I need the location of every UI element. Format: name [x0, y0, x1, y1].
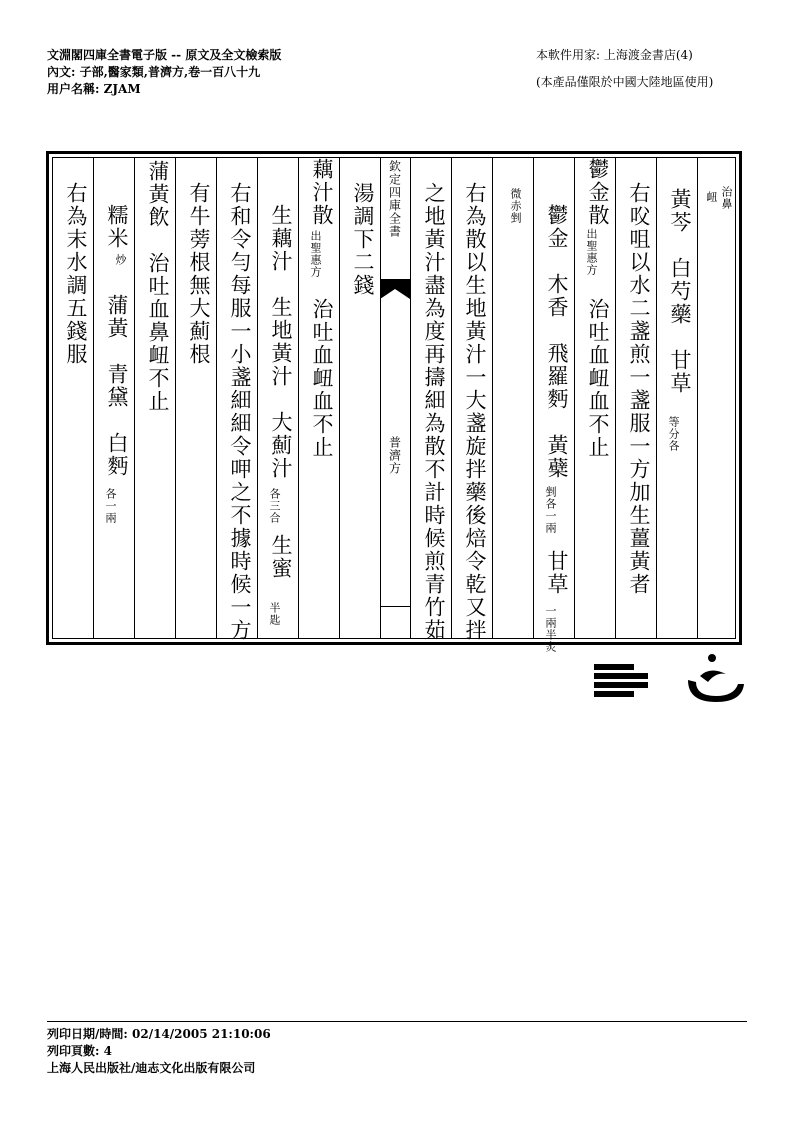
text-column — [411, 158, 451, 642]
column-text: 藕汁散 — [310, 158, 334, 227]
column-annotation: 炒 — [114, 254, 127, 266]
header-left — [47, 47, 281, 98]
header-region-note: (本產品僅限於中國大陸地區使用) — [536, 75, 714, 89]
column-text: 治吐血衄血不止 — [586, 298, 610, 459]
column-text: 有牛蒡根無大薊根 — [187, 182, 211, 366]
header-licensee: 本軟件用家: 上海渡金書店(4) — [536, 48, 693, 62]
center-rule — [380, 606, 410, 607]
text-column — [299, 158, 339, 638]
column-text: 右為散以生地黃汁一大盞旋拌藥後焙令乾又拌 — [463, 182, 487, 642]
column-annotation: 各一兩 — [104, 488, 117, 524]
print-datetime: 列印日期/時間: 02/14/2005 21:10:06 — [47, 1027, 271, 1041]
text-column — [616, 158, 656, 638]
column-text: 治鼻 — [720, 186, 733, 210]
header-username: 用户名稱: ZJAM — [47, 82, 141, 96]
text-column — [657, 158, 697, 638]
text-column — [452, 158, 492, 642]
header-content-path: 內文: 子部,醫家類,普濟方,卷一百八十九 — [47, 65, 261, 79]
column-text: 黃芩 白芍藥 甘草 — [668, 188, 692, 395]
center-margin-strip — [380, 158, 410, 638]
column-text: 治吐血衄血不止 — [310, 298, 334, 459]
column-text: 之地黃汁盡為度再擣細為散不計時候煎青竹茹 — [422, 182, 446, 642]
header-title: 文淵閣四庫全書電子版 -- 原文及全文檢索版 — [47, 48, 282, 62]
column-annotation: 微赤剉 — [509, 188, 522, 224]
text-column — [340, 158, 380, 638]
column-text: 甘草 — [545, 550, 569, 596]
text-column — [176, 158, 216, 638]
column-text: 右為末水調五錢服 — [64, 182, 88, 366]
column-annotation: 出聖惠方 — [309, 230, 322, 278]
text-column — [53, 158, 93, 638]
text-column — [698, 158, 738, 638]
text-column — [534, 158, 574, 653]
book-title: 普濟方 — [387, 436, 402, 475]
column-annotation: 出聖惠方 — [585, 228, 598, 276]
print-page-count: 列印頁數: 4 — [47, 1044, 112, 1058]
column-annotation: 剉各一兩 — [544, 486, 557, 534]
column-text: 右㕮咀以水二盞煎一盞服一方加生薑黃者 — [627, 182, 651, 596]
text-column — [258, 158, 298, 638]
column-text: 生藕汁 生地黃汁 大薊汁 — [269, 204, 293, 480]
collection-title: 欽定四庫全書 — [387, 160, 402, 238]
publisher-logo-icon — [592, 652, 747, 706]
column-text: 鬱金散 — [586, 158, 610, 227]
text-column — [217, 158, 257, 642]
print-footer — [47, 1021, 747, 1077]
column-text: 蒲黃飲 治吐血鼻衄不止 — [146, 160, 170, 413]
column-annotation: 一兩半炙 — [544, 605, 557, 653]
column-text: 蒲黃 青黛 白麪 — [105, 294, 129, 478]
column-text: 湯調下二錢 — [351, 182, 375, 297]
publisher-line: 上海人民出版社/迪志文化出版有限公司 — [47, 1061, 256, 1075]
document-page — [46, 151, 742, 653]
column-annotation: 各三合 — [268, 488, 281, 524]
text-column — [493, 158, 533, 638]
column-text: 生蜜 — [269, 534, 293, 580]
page-inner-frame — [52, 157, 736, 653]
column-text: 右和令勻每服一小盞細細令呷之不據時候一方 — [228, 182, 252, 642]
text-column — [94, 158, 134, 638]
column-annotation: 等分各 — [667, 416, 680, 452]
column-text: 糯米 — [105, 204, 129, 250]
column-text: 鬱金 木香 飛羅麪 黃蘗 — [545, 204, 569, 480]
column-annotation: 半匙 — [268, 602, 281, 626]
fish-tail-mark-icon — [380, 279, 410, 299]
text-column — [575, 158, 615, 638]
header-right — [536, 47, 713, 91]
text-column — [135, 158, 175, 638]
column-annotation: 衄 — [705, 191, 718, 203]
